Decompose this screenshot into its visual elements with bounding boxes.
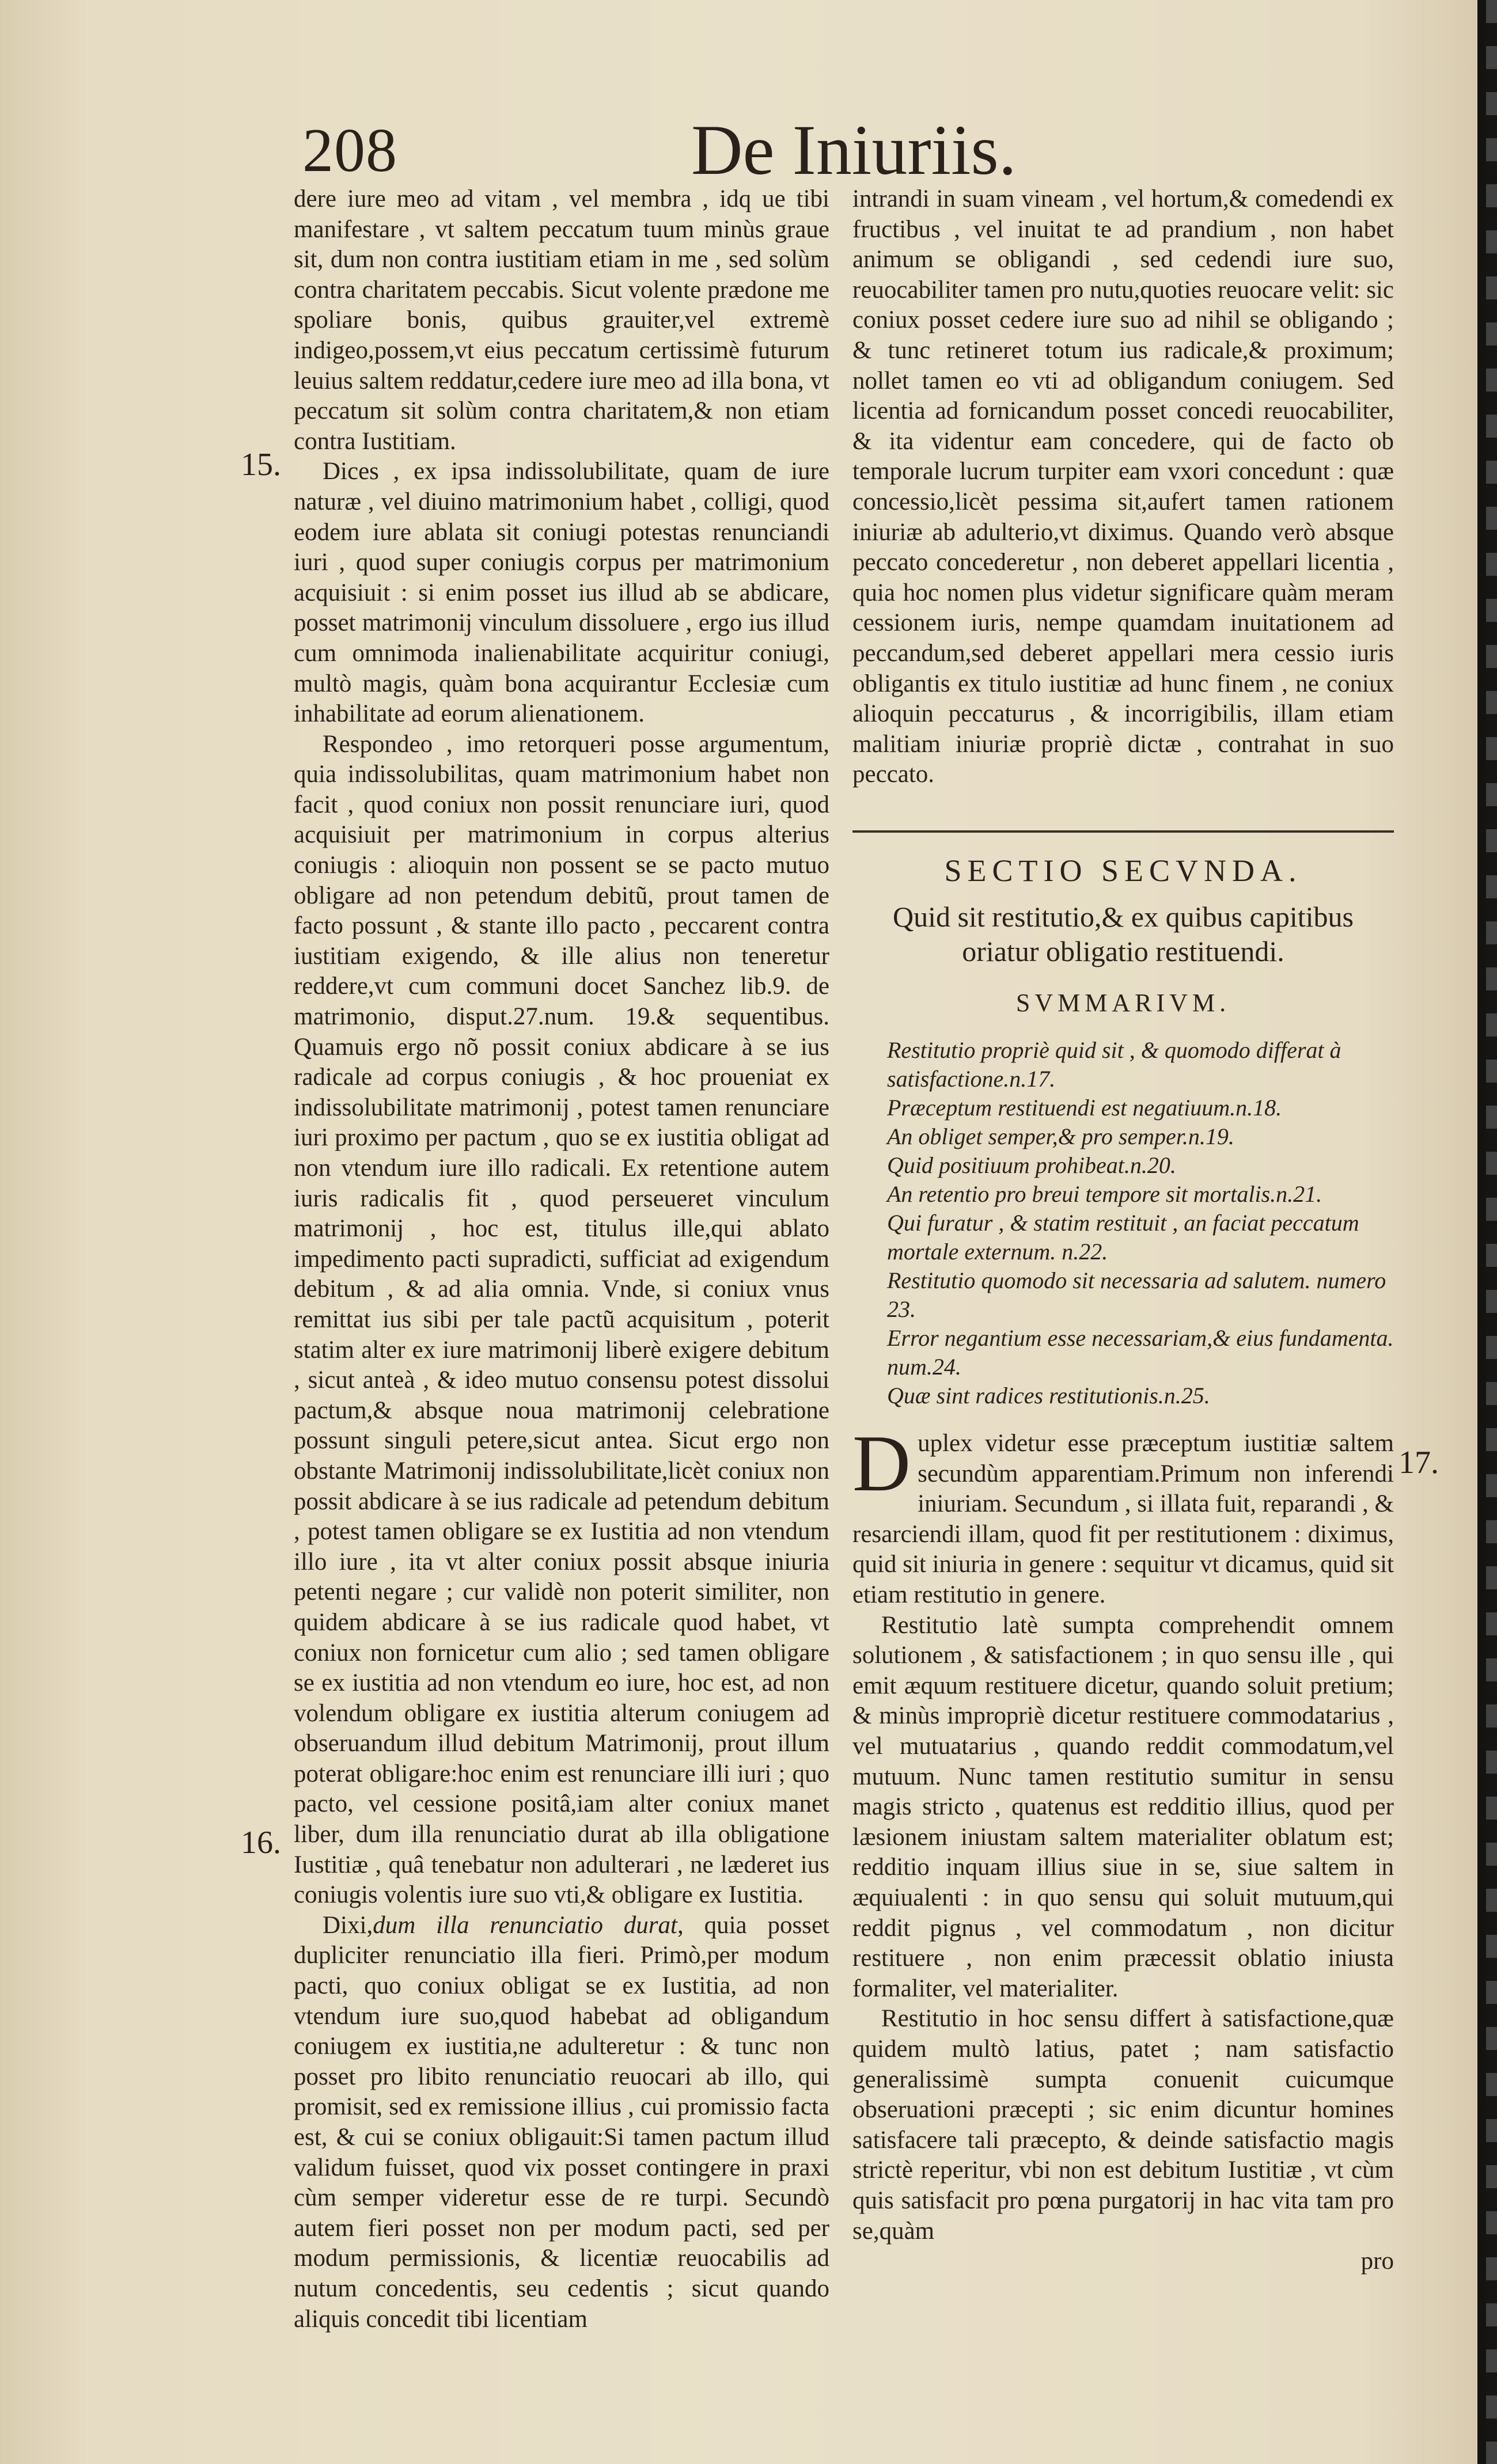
left-column [294,184,829,2334]
summarium-item: Quid positiuum prohibeat.n.20. [887,1152,1176,1179]
summarium-list [852,1036,1394,1410]
margin-number-15: 15. [241,447,281,483]
running-head: De Iniuriis. [691,111,1017,189]
section-rule [852,830,1394,833]
italic-text: dum illa renunciatio durat [373,1911,677,1939]
summarium-item: An retentio pro breui tempore sit mortalis.n.21. [887,1181,1322,1208]
paragraph: Restitutio latè sumpta comprehendit omnem solutionem , & satisfactionem ; in quo sensu ille , qui emit æquum restituere dicetur, quando soluit pretium; & minùs impropriè dicetur restituere commodatarius , vel mutuatarius , quando reddit commodatum,vel mutuum. Nunc tamen restitutio sumitur in sensu magis stricto , quatenus est redditio illius, quod per læsionem iniustam saltem materialiter oblatum est; redditio inquam illius siue in se, siue saltem in æquiualenti : in quo sensu qui soluit mutuum,qui reddit pignus , vel commodatum , non dicitur restituere , non enim præcessit oblatio iniusta formaliter, vel materialiter. [852,1611,1394,2002]
summarium-item: An obliget semper,& pro semper.n.19. [887,1123,1234,1150]
catchword: pro [1360,2247,1394,2275]
paragraph: Dices , ex ipsa indissolubilitate, quam de iure naturæ , vel diuino matrimonium habet , colligi, quod eodem iure ablata sit coniugi potestas renunciandi iuri , quod super coniugis corpus per matrimonium acquisiuit : si enim posset ius illud ab se abdicare, posset matrimonij vinculum dissoluere , ergo ius illud cum omnimoda inalienabilitate acquiritur coniugi, multò magis, quàm bona acquirantur Ecclesiæ cum inhabilitate ad eorum alienationem. [294,458,829,728]
paragraph: Restitutio in hoc sensu differt à satisfactione,quæ quidem multò latius, patet ; nam satisfactio generalissimè sumpta conuenit cuicumque obseruationi præcepti ; sic enim dicuntur homines satisfacere tali præcepto, & deinde satisfactio magis strictè reperitur, vbi non est debitum Iustitiæ , vt cùm quis satisfacit pro pœna purgatorij in hac vita tam pro se,quàm [852,2005,1394,2245]
text-run: Dixi, [323,1911,373,1939]
paragraph [294,1911,829,2334]
summarium-item: Præceptum restituendi est negatiuum.n.18. [887,1095,1282,1121]
text-run: uplex videtur esse præceptum iustitiæ saltem secundùm apparentiam.Primum non inferendi iniuriam. Secundum , si illata fuit, reparandi , & resarciendi illam, quod fit per restitutionem : diximus, quid sit iniuria in genere : sequitur vt dicamus, quid sit etiam restitutio in genere. [852,1430,1394,1609]
scan-ruler [1486,0,1497,2464]
page-number: 208 [302,116,397,185]
summarium-item: Restitutio propriè quid sit , & quomodo differat à satisfactione.n.17. [887,1037,1341,1092]
summarium-item: Qui furatur , & statim restituit , an faciat peccatum mortale externum. n.22. [887,1210,1359,1265]
section-subtitle: Quid sit restitutio,& ex quibus capitibus oriatur obligatio restituendi. [893,901,1354,968]
paragraph: intrandi in suam vineam , vel hortum,& comedendi ex fructibus , vel inuitat te ad prandium , non habet animum se obligandi , sed cedendi iure suo, reuocabiliter tamen pro nutu,quoties reuocare velit: sic coniux posset cedere iure suo ad nihil se obligando ; & tunc retineret totum ius radicale,& proximum; nollet tamen eo vti ad obligandum coniugem. Sed licentia ad fornicandum posset concedi reuocabiliter, & ita videntur eam concedere, qui de facto ob temporale lucrum turpiter eam vxori concedunt : quæ concessio,licèt pessima sit,aufert tamen rationem iniuriæ ab adulterio,vt diximus. Quando verò absque peccato concederetur , non deberet appellari licentia , quia hoc nomen plus videtur significare quàm meram cessionem iuris, nempe quamdam inuitationem ad peccandum,sed deberet appellari mera cessio iuris obligantis ex titulo iustitiæ ad hunc finem , ne coniux alioquin peccaturus , & incorrigibilis, illam etiam malitiam iniuriæ propriè dictæ , contrahat in suo peccato. [852,185,1394,788]
summarium-item: Quæ sint radices restitutionis.n.25. [887,1383,1210,1409]
section-title: SECTIO SECVNDA. [944,853,1302,888]
summarium-heading: SVMMARIVM. [1015,989,1231,1018]
right-column [852,184,1394,2277]
paragraph: dere iure meo ad vitam , vel membra , idq ue tibi manifestare , vt saltem peccatum tuum minùs graue sit, dum non contra iustitiam etiam in me , sed solùm contra charitatem peccabis. Sicut volente prædone me spoliare bonis, quibus grauiter,vel extremè indigeo,possem,vt eius peccatum certissimè futurum leuius saltem reddatur,cedere iure meo ad illa bona, vt peccatum sit solùm contra charitatem,& non etiam contra Iustitiam. [294,185,829,455]
summarium-item: Error negantium esse necessariam,& eius fundamenta. num.24. [887,1325,1394,1380]
paragraph: Respondeo , imo retorqueri posse argumentum, quia indissolubilitas, quam matrimonium habet non facit , quod coniux non possit renunciare iuri, quod acquisiuit per matrimonium in corpus alterius coniugis : alioquin non possent se se pacto mutuo obligare ad non petendum debitũ, prout tamen de facto possunt , & stante illo pacto , peccarent contra iustitiam exigendo, & ille alius non teneretur reddere,vt cum communi docet Sanchez lib.9. de matrimonio, disput.27.num. 19.& sequentibus. Quamuis ergo nõ possit coniux abdicare à se ius radicale ad corpus coniugis , & hoc proueniat ex indissolubilitate matrimonij , potest tamen renunciare iuri proximo per pactum , quo se ex iustitia obligat ad non vtendum iure illo radicali. Ex retentione autem iuris radicalis fit , quod perseueret vinculum matrimonij , hoc est, titulus ille,qui ablato impedimento pacti supradicti, sufficiat ad exigendum debitum , & ad alia omnia. Vnde, si coniux vnus remittat ius sibi per tale pactũ acquisitum , poterit statim alter ex iure matrimonij liberè exigere debitum , sicut anteà , & ideo mutuo consensu potest dissolui pactum,& absque noua matrimonij celebratione possunt singuli petere,sicut antea. Sicut ergo non obstante Matrimonij indissolubilitate,licèt coniux non possit abdicare à se ius radicale ad petendum debitum , potest tamen obligare se ex Iustitia ad non vtendum illo iure , ita vt alter coniux possit absque iniuria petenti negare ; cur validè non poterit similiter, non quidem abdicare à se ius radicale quod habet, vt coniux non fornicetur cum alio ; sed tamen obligare se ex iustitia ad non vtendum eo iure, hoc est, ad non volendum obligare ex iustitia alterum coniugem ad obseruandum illud debitum Matrimonij, prout illum poterat obligare:hoc enim est renunciare illi iuri ; quo pacto, vel cessione positâ,iam alter coniux manet liber, dum illa renunciatio durat ab illa obligatione Iustitiæ , quâ tenebatur non adulterari , ne læderet ius coniugis volentis iure suo vti,& obligare ex Iustitia. [294,730,829,1909]
drop-cap: D [852,1419,911,1509]
text-run: , quia posset dupliciter renunciatio illa fieri. Primò,per modum pacti, quo coniux obligat se ex Iustitia, ad non vtendum iure suo,quod habebat ad obligandum coniugem ex iustitia,ne adulteretur : & tunc non posset pro libito renunciatio reuocari ab illo, qui promisit, sed ex remissione illius , cui promissio facta est, & cui se coniux obligauit:Si tamen pactum illud validum fuisset, quod vix posset contingere in praxi cùm semper videretur esse de re turpi. Secundò autem fieri posset non per modum pacti, sed per modum permissionis, & licentiæ reuocabilis ad nutum concedentis, seu cedentis ; sicut quando aliquis concedit tibi licentiam [294,1911,829,2333]
summarium-item: Restitutio quomodo sit necessaria ad salutem. numero 23. [887,1267,1386,1323]
margin-number-16: 16. [241,1825,281,1861]
spacer [852,1410,1394,1429]
margin-number-17: 17. [1399,1445,1439,1480]
paragraph [852,1419,1394,1611]
